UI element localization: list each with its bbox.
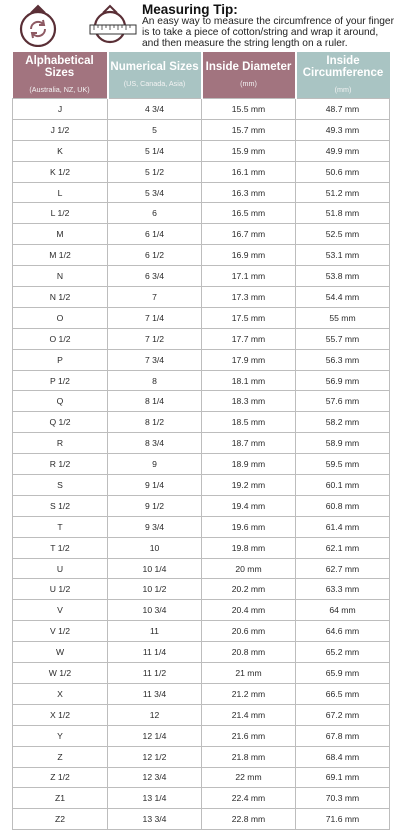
cell-inside-diameter: 21.2 mm <box>202 683 296 704</box>
table-row <box>13 307 390 328</box>
cell-alphabetical-size: O <box>13 307 108 328</box>
cell-numerical-size: 6 1/4 <box>108 224 202 245</box>
cell-alphabetical-size: L <box>13 182 108 203</box>
cell-alphabetical-size: M <box>13 224 108 245</box>
cell-alphabetical-size: S <box>13 475 108 496</box>
cell-inside-diameter: 17.7 mm <box>202 328 296 349</box>
cell-numerical-size: 10 3/4 <box>108 600 202 621</box>
cell-numerical-size: 12 1/2 <box>108 746 202 767</box>
cell-inside-diameter: 20.2 mm <box>202 579 296 600</box>
table-row <box>13 203 390 224</box>
cell-inside-diameter: 16.3 mm <box>202 182 296 203</box>
table-row <box>13 391 390 412</box>
cell-alphabetical-size: Q <box>13 391 108 412</box>
cell-inside-diameter: 22.4 mm <box>202 788 296 809</box>
cell-numerical-size: 11 3/4 <box>108 683 202 704</box>
cell-inside-diameter: 22 mm <box>202 767 296 788</box>
header-subtitle: (mm) <box>240 78 257 88</box>
cell-numerical-size: 8 1/2 <box>108 412 202 433</box>
table-row <box>13 161 390 182</box>
header-alphabetical-sizes <box>13 52 108 99</box>
cell-alphabetical-size: N 1/2 <box>13 287 108 308</box>
cell-alphabetical-size: Z 1/2 <box>13 767 108 788</box>
cell-inside-diameter: 20 mm <box>202 558 296 579</box>
table-row <box>13 412 390 433</box>
table-row <box>13 579 390 600</box>
table-row <box>13 600 390 621</box>
cell-inside-circumference: 49.9 mm <box>296 140 390 161</box>
cell-inside-diameter: 21.4 mm <box>202 704 296 725</box>
cell-alphabetical-size: N <box>13 266 108 287</box>
cell-alphabetical-size: J 1/2 <box>13 119 108 140</box>
cell-alphabetical-size: U <box>13 558 108 579</box>
cell-inside-circumference: 64 mm <box>296 600 390 621</box>
cell-numerical-size: 12 <box>108 704 202 725</box>
cell-alphabetical-size: M 1/2 <box>13 245 108 266</box>
cell-numerical-size: 8 <box>108 370 202 391</box>
ring-ruler-icon <box>90 6 136 42</box>
tip-title: Measuring Tip: <box>142 2 238 17</box>
cell-alphabetical-size: P 1/2 <box>13 370 108 391</box>
table-row <box>13 266 390 287</box>
cell-numerical-size: 6 3/4 <box>108 266 202 287</box>
cell-inside-diameter: 22.8 mm <box>202 809 296 830</box>
cell-alphabetical-size: K 1/2 <box>13 161 108 182</box>
header-inside-circumference <box>296 52 390 99</box>
cell-inside-diameter: 20.8 mm <box>202 642 296 663</box>
cell-numerical-size: 10 1/2 <box>108 579 202 600</box>
cell-alphabetical-size: K <box>13 140 108 161</box>
cell-alphabetical-size: O 1/2 <box>13 328 108 349</box>
table-row <box>13 725 390 746</box>
table-row <box>13 370 390 391</box>
cell-inside-circumference: 55 mm <box>296 307 390 328</box>
ring-size-table <box>12 52 390 830</box>
cell-inside-diameter: 16.7 mm <box>202 224 296 245</box>
header-title: Inside Circumference <box>302 54 384 79</box>
cell-inside-diameter: 15.5 mm <box>202 99 296 120</box>
cell-numerical-size: 12 3/4 <box>108 767 202 788</box>
cell-inside-circumference: 67.2 mm <box>296 704 390 725</box>
cell-inside-circumference: 57.6 mm <box>296 391 390 412</box>
cell-inside-diameter: 16.1 mm <box>202 161 296 182</box>
table-row <box>13 558 390 579</box>
ring-resize-icon <box>21 6 55 46</box>
cell-numerical-size: 9 1/4 <box>108 475 202 496</box>
cell-alphabetical-size: Z1 <box>13 788 108 809</box>
ring-measuring-icons <box>14 3 138 47</box>
cell-inside-diameter: 16.9 mm <box>202 245 296 266</box>
cell-inside-circumference: 61.4 mm <box>296 516 390 537</box>
cell-numerical-size: 4 3/4 <box>108 99 202 120</box>
tip-text <box>142 2 396 49</box>
cell-numerical-size: 13 1/4 <box>108 788 202 809</box>
cell-alphabetical-size: X <box>13 683 108 704</box>
tip-body: An easy way to measure the circumfrence of your finger is to take a piece of cotton/string and wrap it around, and then measure the string length on a ruler. <box>142 16 394 49</box>
cell-inside-diameter: 19.4 mm <box>202 495 296 516</box>
cell-inside-circumference: 63.3 mm <box>296 579 390 600</box>
cell-inside-diameter: 18.7 mm <box>202 433 296 454</box>
table-row <box>13 621 390 642</box>
table-body <box>13 99 390 830</box>
cell-inside-diameter: 20.6 mm <box>202 621 296 642</box>
cell-numerical-size: 11 <box>108 621 202 642</box>
cell-inside-circumference: 67.8 mm <box>296 725 390 746</box>
cell-alphabetical-size: Y <box>13 725 108 746</box>
cell-inside-circumference: 62.1 mm <box>296 537 390 558</box>
header-subtitle: (mm) <box>334 84 352 94</box>
cell-inside-diameter: 21 mm <box>202 663 296 684</box>
table-row <box>13 663 390 684</box>
cell-numerical-size: 6 1/2 <box>108 245 202 266</box>
cell-inside-circumference: 65.2 mm <box>296 642 390 663</box>
cell-numerical-size: 9 <box>108 454 202 475</box>
table-row <box>13 767 390 788</box>
cell-numerical-size: 7 <box>108 287 202 308</box>
table-row <box>13 516 390 537</box>
cell-alphabetical-size: T 1/2 <box>13 537 108 558</box>
cell-numerical-size: 13 3/4 <box>108 809 202 830</box>
table-row <box>13 433 390 454</box>
table-row <box>13 328 390 349</box>
header-title: Inside Diameter <box>205 60 292 73</box>
cell-numerical-size: 5 1/4 <box>108 140 202 161</box>
cell-inside-circumference: 51.8 mm <box>296 203 390 224</box>
cell-alphabetical-size: P <box>13 349 108 370</box>
cell-inside-circumference: 48.7 mm <box>296 99 390 120</box>
cell-inside-circumference: 60.1 mm <box>296 475 390 496</box>
cell-inside-circumference: 68.4 mm <box>296 746 390 767</box>
cell-inside-circumference: 52.5 mm <box>296 224 390 245</box>
cell-inside-circumference: 53.8 mm <box>296 266 390 287</box>
cell-inside-circumference: 54.4 mm <box>296 287 390 308</box>
header-title: Alphabetical Sizes <box>25 54 94 79</box>
ring-size-chart <box>12 52 389 830</box>
cell-inside-circumference: 64.6 mm <box>296 621 390 642</box>
cell-numerical-size: 9 3/4 <box>108 516 202 537</box>
cell-inside-diameter: 17.1 mm <box>202 266 296 287</box>
header-title: Numerical Sizes <box>110 60 199 73</box>
table-row <box>13 349 390 370</box>
cell-alphabetical-size: W <box>13 642 108 663</box>
cell-inside-circumference: 59.5 mm <box>296 454 390 475</box>
cell-inside-circumference: 49.3 mm <box>296 119 390 140</box>
cell-inside-circumference: 65.9 mm <box>296 663 390 684</box>
table-row <box>13 454 390 475</box>
table-row <box>13 683 390 704</box>
cell-numerical-size: 5 1/2 <box>108 161 202 182</box>
cell-alphabetical-size: Z2 <box>13 809 108 830</box>
cell-numerical-size: 10 <box>108 537 202 558</box>
cell-inside-circumference: 55.7 mm <box>296 328 390 349</box>
measuring-tip <box>0 0 400 52</box>
table-row <box>13 537 390 558</box>
table-row <box>13 495 390 516</box>
cell-inside-diameter: 17.9 mm <box>202 349 296 370</box>
cell-alphabetical-size: V <box>13 600 108 621</box>
cell-inside-diameter: 21.6 mm <box>202 725 296 746</box>
cell-inside-circumference: 70.3 mm <box>296 788 390 809</box>
cell-inside-diameter: 19.8 mm <box>202 537 296 558</box>
cell-numerical-size: 5 3/4 <box>108 182 202 203</box>
cell-inside-circumference: 50.6 mm <box>296 161 390 182</box>
cell-inside-circumference: 66.5 mm <box>296 683 390 704</box>
table-row <box>13 475 390 496</box>
cell-inside-diameter: 18.1 mm <box>202 370 296 391</box>
cell-numerical-size: 9 1/2 <box>108 495 202 516</box>
table-row <box>13 182 390 203</box>
cell-alphabetical-size: Q 1/2 <box>13 412 108 433</box>
cell-alphabetical-size: R <box>13 433 108 454</box>
table-row <box>13 809 390 830</box>
cell-numerical-size: 7 1/2 <box>108 328 202 349</box>
cell-alphabetical-size: J <box>13 99 108 120</box>
cell-alphabetical-size: U 1/2 <box>13 579 108 600</box>
header-inside-diameter <box>202 52 296 99</box>
table-row <box>13 287 390 308</box>
header-subtitle: (US, Canada, Asia) <box>123 78 186 88</box>
cell-numerical-size: 5 <box>108 119 202 140</box>
cell-inside-circumference: 62.7 mm <box>296 558 390 579</box>
cell-alphabetical-size: X 1/2 <box>13 704 108 725</box>
cell-inside-circumference: 69.1 mm <box>296 767 390 788</box>
cell-inside-diameter: 17.3 mm <box>202 287 296 308</box>
cell-numerical-size: 7 1/4 <box>108 307 202 328</box>
cell-alphabetical-size: S 1/2 <box>13 495 108 516</box>
table-row <box>13 245 390 266</box>
table-row <box>13 140 390 161</box>
cell-numerical-size: 11 1/4 <box>108 642 202 663</box>
cell-inside-diameter: 18.5 mm <box>202 412 296 433</box>
cell-alphabetical-size: W 1/2 <box>13 663 108 684</box>
cell-numerical-size: 7 3/4 <box>108 349 202 370</box>
table-row <box>13 704 390 725</box>
cell-inside-circumference: 60.8 mm <box>296 495 390 516</box>
cell-inside-diameter: 17.5 mm <box>202 307 296 328</box>
cell-inside-circumference: 51.2 mm <box>296 182 390 203</box>
cell-inside-diameter: 19.2 mm <box>202 475 296 496</box>
cell-inside-diameter: 18.3 mm <box>202 391 296 412</box>
cell-inside-circumference: 53.1 mm <box>296 245 390 266</box>
cell-inside-circumference: 58.2 mm <box>296 412 390 433</box>
cell-alphabetical-size: Z <box>13 746 108 767</box>
cell-numerical-size: 12 1/4 <box>108 725 202 746</box>
cell-inside-circumference: 56.3 mm <box>296 349 390 370</box>
cell-inside-diameter: 21.8 mm <box>202 746 296 767</box>
cell-numerical-size: 8 1/4 <box>108 391 202 412</box>
cell-inside-circumference: 58.9 mm <box>296 433 390 454</box>
table-row <box>13 788 390 809</box>
table-header-row <box>13 52 390 99</box>
cell-inside-circumference: 56.9 mm <box>296 370 390 391</box>
header-numerical-sizes <box>108 52 202 99</box>
cell-alphabetical-size: L 1/2 <box>13 203 108 224</box>
cell-inside-diameter: 20.4 mm <box>202 600 296 621</box>
cell-inside-diameter: 16.5 mm <box>202 203 296 224</box>
cell-alphabetical-size: T <box>13 516 108 537</box>
cell-inside-circumference: 71.6 mm <box>296 809 390 830</box>
cell-numerical-size: 10 1/4 <box>108 558 202 579</box>
table-row <box>13 119 390 140</box>
table-row <box>13 224 390 245</box>
cell-inside-diameter: 18.9 mm <box>202 454 296 475</box>
cell-numerical-size: 6 <box>108 203 202 224</box>
table-row <box>13 99 390 120</box>
header-subtitle: (Australia, NZ, UK) <box>29 84 90 94</box>
cell-inside-diameter: 15.7 mm <box>202 119 296 140</box>
cell-inside-diameter: 15.9 mm <box>202 140 296 161</box>
table-row <box>13 642 390 663</box>
cell-alphabetical-size: R 1/2 <box>13 454 108 475</box>
table-row <box>13 746 390 767</box>
cell-alphabetical-size: V 1/2 <box>13 621 108 642</box>
cell-numerical-size: 8 3/4 <box>108 433 202 454</box>
cell-numerical-size: 11 1/2 <box>108 663 202 684</box>
cell-inside-diameter: 19.6 mm <box>202 516 296 537</box>
